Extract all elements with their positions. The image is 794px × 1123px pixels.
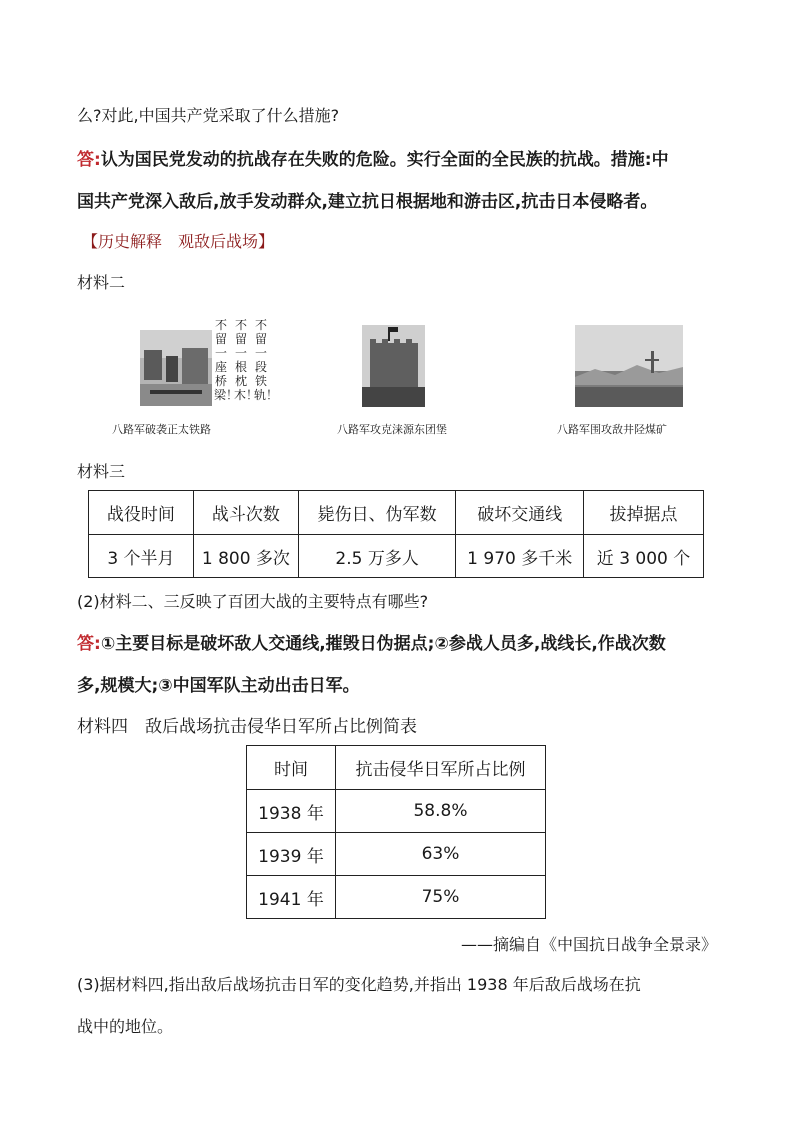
photo-railway-raid bbox=[140, 330, 212, 406]
slogan-rail: 不留一段铁轨！ bbox=[254, 318, 279, 402]
material-3-value-cell: 1 970 多千米 bbox=[456, 535, 584, 578]
answer-2-line-2: 多,规模大;③中国军队主动出击日军。 bbox=[77, 676, 360, 696]
photo-coal-mine-siege-image bbox=[575, 325, 683, 407]
material-4-ratio-cell: 75% bbox=[336, 876, 546, 919]
question-3-line-2: 战中的地位。 bbox=[77, 1017, 174, 1036]
slogan-sleeper: 不留一根枕木！ bbox=[234, 318, 259, 402]
material-4-year-cell: 1939 年 bbox=[247, 833, 336, 876]
material-4-year-cell: 1941 年 bbox=[247, 876, 336, 919]
question-2: (2)材料二、三反映了百团大战的主要特点有哪些? bbox=[77, 592, 429, 611]
photo-coal-mine-siege bbox=[575, 325, 683, 407]
material-4-table bbox=[246, 745, 546, 919]
material-4-header-cell: 抗击侵华日军所占比例 bbox=[336, 746, 546, 790]
photo-fort-capture-image bbox=[362, 325, 425, 407]
material-3-header-cell: 战斗次数 bbox=[193, 491, 298, 535]
material-4-row bbox=[247, 790, 546, 833]
material-4-source: ——摘编自《中国抗日战争全景录》 bbox=[460, 935, 717, 954]
material-3-value-cell: 1 800 多次 bbox=[193, 535, 298, 578]
answer-1-line-1 bbox=[77, 150, 722, 170]
material-3-title: 材料三 bbox=[77, 462, 126, 481]
material-3-value-cell: 近 3 000 个 bbox=[584, 535, 704, 578]
answer-label: 答: bbox=[77, 150, 101, 170]
answer-2-line-1 bbox=[77, 634, 722, 654]
material-2-title: 材料二 bbox=[77, 273, 126, 292]
material-3-value-cell: 2.5 万多人 bbox=[298, 535, 455, 578]
material-3-header-cell: 战役时间 bbox=[89, 491, 194, 535]
section-heading: 【历史解释 观敌后战场】 bbox=[82, 232, 275, 251]
material-3-header-cell: 毙伤日、伪军数 bbox=[298, 491, 455, 535]
answer-label: 答: bbox=[77, 634, 101, 654]
question-3-line-1: (3)据材料四,指出敌后战场抗击日军的变化趋势,并指出 1938 年后敌后战场在抗 bbox=[77, 975, 641, 994]
material-3-header-cell: 破坏交通线 bbox=[456, 491, 584, 535]
answer-1-text-1: 认为国民党发动的抗战存在失败的危险。实行全面的全民族的抗战。措施:中 bbox=[100, 150, 669, 170]
intro-line: 么?对此,中国共产党采取了什么措施? bbox=[77, 106, 340, 125]
material-3-header-row bbox=[89, 491, 704, 535]
material-4-title: 材料四 敌后战场抗击侵华日军所占比例简表 bbox=[77, 717, 417, 737]
photo-fort-capture bbox=[362, 325, 425, 407]
material-4-header-cell: 时间 bbox=[247, 746, 336, 790]
material-4-header-row bbox=[247, 746, 546, 790]
material-4-ratio-cell: 63% bbox=[336, 833, 546, 876]
material-4-ratio-cell: 58.8% bbox=[336, 790, 546, 833]
photo-railway-raid-image bbox=[140, 330, 212, 406]
material-4-row bbox=[247, 876, 546, 919]
answer-2-text-1: ①主要目标是破坏敌人交通线,摧毁日伪据点;②参战人员多,战线长,作战次数 bbox=[100, 634, 666, 654]
caption-fort-capture: 八路军攻克涞源东团堡 bbox=[337, 423, 447, 436]
answer-1-line-2: 国共产党深入敌后,放手发动群众,建立抗日根据地和游击区,抗击日本侵略者。 bbox=[77, 192, 658, 212]
material-4-year-cell: 1938 年 bbox=[247, 790, 336, 833]
material-3-header-cell: 拔掉据点 bbox=[584, 491, 704, 535]
material-3-value-row bbox=[89, 535, 704, 578]
caption-railway-raid: 八路军破袭正太铁路 bbox=[112, 423, 211, 436]
material-3-value-cell: 3 个半月 bbox=[89, 535, 194, 578]
caption-coal-mine-siege: 八路军围攻敌井陉煤矿 bbox=[557, 423, 667, 436]
slogan-bridge: 不留一座桥梁！ bbox=[214, 318, 239, 402]
material-3-table bbox=[88, 490, 704, 578]
material-4-row bbox=[247, 833, 546, 876]
